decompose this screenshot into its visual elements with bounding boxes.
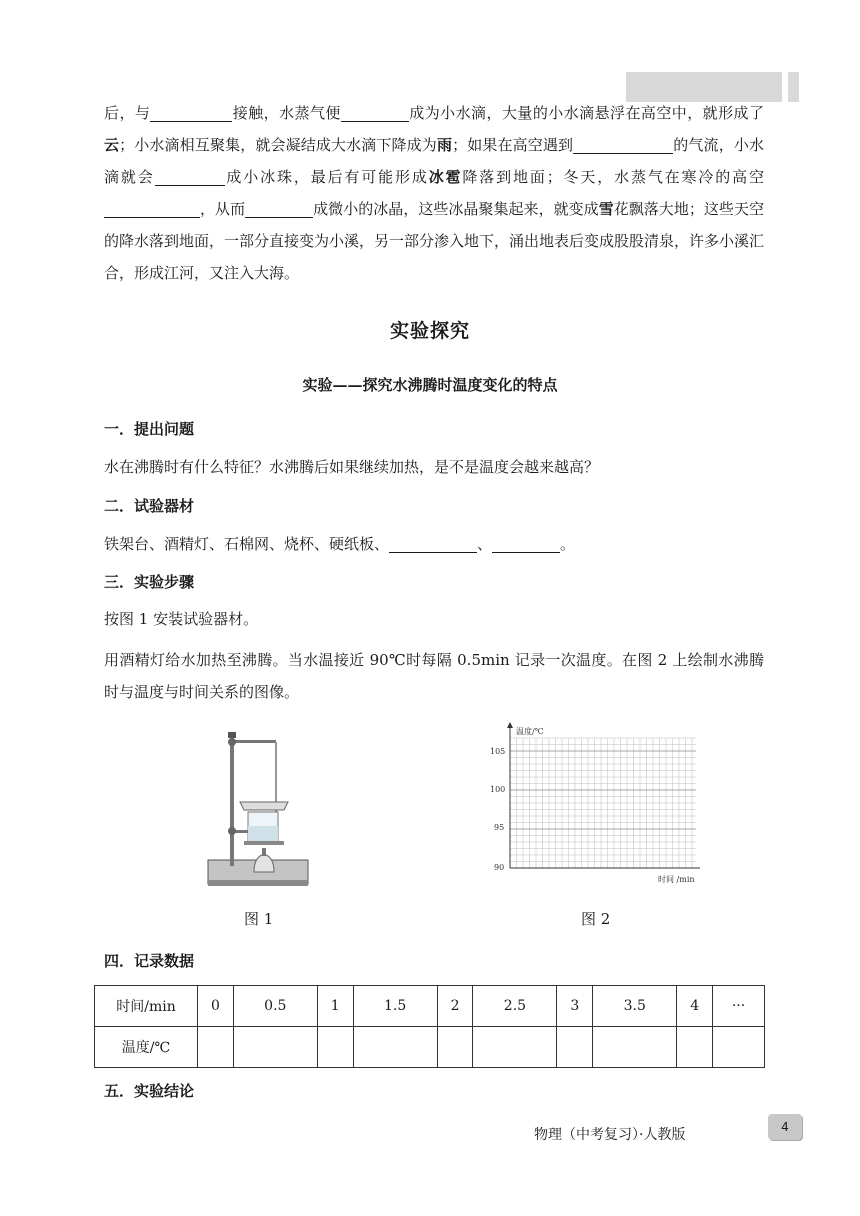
temperature-input-cell[interactable] (713, 1027, 765, 1068)
graph-ylabel: 温度/℃ (516, 727, 544, 736)
period: 。 (560, 535, 576, 553)
book-title: 物理（中考复习）·人教版 (534, 1127, 686, 1143)
temperature-time-graph (478, 720, 718, 890)
time-cell: 4 (677, 986, 713, 1027)
header-bar-tab (788, 72, 799, 102)
time-cell: 2 (437, 986, 473, 1027)
time-cell: 3 (557, 986, 593, 1027)
intro-text: ，从而 (200, 200, 246, 218)
answer-blank[interactable] (150, 103, 232, 122)
y-tick: 90 (494, 863, 505, 872)
temperature-input-cell[interactable] (437, 1027, 473, 1068)
temperature-input-cell[interactable] (473, 1027, 557, 1068)
table-row (95, 986, 765, 1027)
experiment-title: 实验——探究水沸腾时温度变化的特点 (302, 376, 558, 394)
intro-text: ；小水滴相互聚集，就会凝结成大水滴下降成为 (119, 136, 437, 154)
time-cell: 3.5 (593, 986, 677, 1027)
intro-text: 降落到地面；冬天，水蒸气在寒冷的高空 (462, 168, 764, 186)
time-cell: 1.5 (353, 986, 437, 1027)
answer-blank[interactable] (155, 167, 225, 186)
temperature-input-cell[interactable] (677, 1027, 713, 1068)
keyword-snow: 雪 (598, 200, 614, 218)
step-1: 按图 1 安装试验器材。 (104, 610, 259, 628)
y-tick: 100 (490, 785, 506, 794)
section-title: 实验探究 (389, 320, 470, 342)
time-cell: 1 (317, 986, 353, 1027)
intro-text: 成小冰珠，最后有可能形成 (224, 168, 429, 186)
graph-grid (510, 738, 696, 868)
answer-blank[interactable] (492, 534, 560, 553)
heading-steps: 三．实验步骤 (104, 573, 195, 591)
page-number: 4 (768, 1114, 802, 1140)
time-cell: ··· (713, 986, 765, 1027)
intro-text: 花飘落大地；这些天空的降水落到地面，一部分直接变为小溪，另一部分渗入地下，涌出地表后变成股股清泉，许多小溪汇合，形成江河，又注入大海。 (104, 200, 765, 282)
heading-conclusion: 五．实验结论 (104, 1082, 195, 1100)
heading-question: 一．提出问题 (104, 420, 195, 438)
row-header-temp: 温度/℃ (95, 1027, 198, 1068)
temperature-input-cell[interactable] (353, 1027, 437, 1068)
heading-record: 四．记录数据 (104, 952, 195, 970)
intro-text: 接触，水蒸气便 (232, 104, 341, 122)
intro-text: 的气流，小水滴就会 (104, 136, 764, 186)
row-header-time: 时间/min (95, 986, 198, 1027)
keyword-cloud: 云 (104, 136, 120, 154)
intro-text: 后，与 (104, 104, 151, 122)
equipment-text (104, 533, 764, 554)
time-cell: 2.5 (473, 986, 557, 1027)
temperature-input-cell[interactable] (233, 1027, 317, 1068)
temperature-input-cell[interactable] (317, 1027, 353, 1068)
data-table (94, 985, 765, 1068)
answer-blank[interactable] (245, 199, 313, 218)
figure-1-caption: 图 1 (244, 910, 274, 928)
temperature-input-cell[interactable] (198, 1027, 234, 1068)
intro-text: ；如果在高空遇到 (452, 136, 574, 154)
table-row (95, 1027, 765, 1068)
y-tick: 95 (494, 823, 505, 832)
answer-blank[interactable] (104, 199, 200, 218)
time-cell: 0 (198, 986, 234, 1027)
question-text: 水在沸腾时有什么特征？水沸腾后如果继续加热，是不是温度会越来越高？ (104, 458, 600, 476)
equipment-list: 铁架台、酒精灯、石棉网、烧杯、硬纸板、 (104, 535, 390, 553)
answer-blank[interactable] (389, 534, 477, 553)
intro-text: 成微小的冰晶，这些冰晶聚集起来，就变成 (313, 200, 599, 218)
keyword-rain: 雨 (436, 136, 453, 154)
intro-text: 成为小水滴，大量的小水滴悬浮在高空中，就形成了 (408, 104, 764, 122)
keyword-hail: 冰雹 (428, 168, 463, 186)
temperature-input-cell[interactable] (593, 1027, 677, 1068)
temperature-input-cell[interactable] (557, 1027, 593, 1068)
figure-2-caption: 图 2 (581, 910, 611, 928)
time-cell: 0.5 (233, 986, 317, 1027)
heading-equipment: 二．试验器材 (104, 497, 195, 515)
answer-blank[interactable] (341, 103, 409, 122)
separator: 、 (477, 535, 493, 553)
answer-blank[interactable] (573, 135, 673, 154)
intro-paragraph (104, 97, 764, 289)
y-tick: 105 (490, 747, 506, 756)
step-2: 用酒精灯给水加热至沸腾。当水温接近 90℃时每隔 0.5min 记录一次温度。在图 2 上绘制水沸腾时与温度与时间关系的图像。 (104, 651, 764, 701)
apparatus-figure (200, 722, 320, 892)
graph-xlabel: 时间 /min (658, 875, 695, 884)
